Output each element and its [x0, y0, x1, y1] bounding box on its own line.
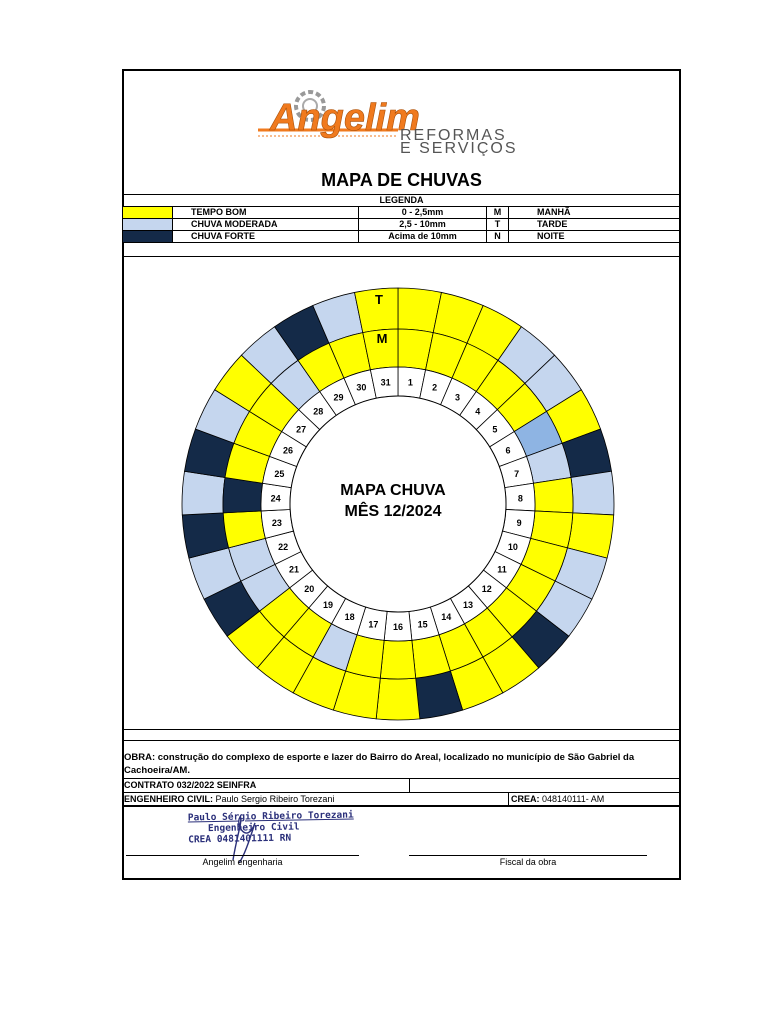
logo-tagline-2: E SERVIÇOS — [400, 140, 518, 156]
signature-line — [126, 855, 359, 856]
divider — [122, 740, 681, 741]
legend-label: CHUVA MODERADA — [173, 219, 359, 231]
crea-field — [511, 794, 604, 804]
day-label: 20 — [304, 583, 315, 594]
day-label: 24 — [270, 493, 281, 504]
day-label: 12 — [481, 583, 492, 594]
morning-cell — [223, 478, 263, 513]
divider — [122, 805, 681, 807]
obra-description: OBRA: construção do complexo de esporte e lazer do Bairro do Areal, localizado no município de São Gabriel da Cachoeira/AM. — [124, 752, 635, 776]
day-label: 28 — [313, 406, 324, 417]
day-label: 30 — [356, 382, 367, 393]
legend-range: 2,5 - 10mm — [359, 219, 487, 231]
legend-label: TEMPO BOM — [173, 207, 359, 219]
ring-label-morning: M — [376, 331, 388, 346]
legend-period: NOITE — [509, 231, 681, 243]
stamp-line: Engenheiro Civil — [207, 821, 300, 835]
signature-line — [409, 855, 647, 856]
day-label: 22 — [278, 542, 289, 553]
day-label: 13 — [462, 600, 473, 611]
engineer-name: Paulo Sergio Ribeiro Torezani — [215, 794, 335, 804]
signature-label-left: Angelim engenharia — [202, 857, 283, 867]
afternoon-cell — [182, 471, 225, 515]
morning-cell — [533, 478, 573, 513]
day-label: 9 — [516, 518, 522, 529]
day-label: 17 — [368, 619, 379, 630]
day-label: 21 — [289, 564, 300, 575]
divider — [122, 778, 681, 779]
legend-header: LEGENDA — [123, 195, 681, 207]
day-label: 3 — [454, 392, 460, 403]
divider — [508, 792, 509, 805]
day-label: 7 — [514, 468, 520, 479]
day-label: 10 — [507, 542, 518, 553]
legend-period: TARDE — [509, 219, 681, 231]
day-label: 6 — [505, 445, 511, 456]
stamp-line: Paulo Sérgio Ribeiro Torezani — [187, 809, 354, 824]
legend-label: CHUVA FORTE — [173, 231, 359, 243]
crea-label: CREA: — [511, 794, 540, 804]
legend-period: MANHÃ — [509, 207, 681, 219]
day-label: 4 — [475, 406, 481, 417]
morning-cell — [380, 640, 415, 679]
divider — [122, 729, 681, 730]
logo-tagline-1: REFORMAS — [400, 127, 507, 144]
engineer-field — [124, 794, 334, 804]
ring-label-afternoon: T — [375, 292, 383, 307]
legend-range: Acima de 10mm — [359, 231, 487, 243]
day-label: 8 — [517, 493, 523, 504]
day-label: 15 — [417, 619, 428, 630]
legend-code: N — [487, 231, 509, 243]
day-label: 19 — [323, 600, 334, 611]
day-label: 29 — [333, 392, 344, 403]
wheel-center-title: MAPA CHUVA — [340, 482, 446, 499]
day-label: 25 — [274, 468, 285, 479]
legend-range: 0 - 2,5mm — [359, 207, 487, 219]
contract-number: CONTRATO 032/2022 SEINFRA — [124, 780, 257, 790]
engineer-label: ENGENHEIRO CIVIL: — [124, 794, 214, 804]
stamp-line: CREA 0481401111 RN — [188, 832, 292, 846]
legend-code: M — [487, 207, 509, 219]
page-title: MAPA DE CHUVAS — [321, 170, 482, 190]
logo-brand-name: Angelim — [270, 97, 420, 139]
signature-label-right: Fiscal da obra — [499, 857, 557, 867]
day-label: 23 — [271, 518, 282, 529]
wheel-center-month: MÊS 12/2024 — [344, 503, 442, 520]
divider — [122, 792, 681, 793]
day-label: 5 — [492, 424, 498, 435]
day-label: 14 — [441, 612, 452, 623]
day-label: 1 — [407, 377, 413, 388]
day-label: 11 — [497, 564, 507, 575]
day-label: 31 — [380, 377, 391, 388]
divider — [409, 778, 410, 792]
day-label: 27 — [296, 424, 307, 435]
day-label: 26 — [283, 445, 294, 456]
afternoon-cell — [376, 678, 420, 720]
day-label: 18 — [344, 612, 355, 623]
afternoon-cell — [571, 471, 614, 515]
engineer-stamp — [188, 810, 354, 846]
day-label: 2 — [432, 382, 438, 393]
crea-value: 048140111- AM — [542, 794, 605, 804]
legend-code: T — [487, 219, 509, 231]
day-label: 16 — [392, 622, 404, 632]
